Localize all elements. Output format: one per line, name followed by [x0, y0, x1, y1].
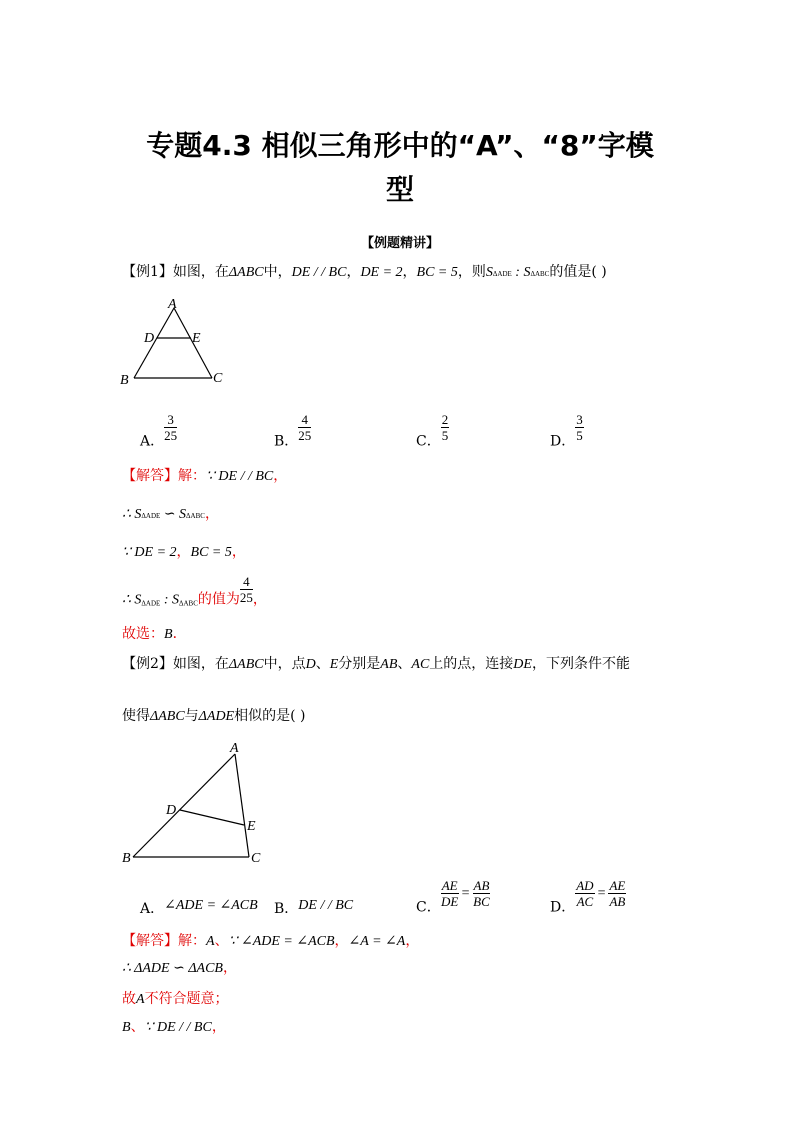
vertex-label-a: A: [168, 297, 177, 312]
numerator: 2: [441, 412, 449, 427]
text: 、: [315, 656, 330, 672]
vertex-label-b: B: [122, 851, 131, 866]
text: ，: [405, 933, 420, 949]
option-b[interactable]: [274, 897, 353, 918]
text: 与: [184, 708, 199, 724]
subscript: ΔADE: [141, 512, 161, 520]
math: S: [523, 265, 531, 280]
fraction: [575, 878, 594, 909]
answer-paren: ( ): [290, 708, 306, 724]
math: AC: [411, 657, 430, 672]
text: ，: [402, 264, 417, 280]
option-d[interactable]: [550, 878, 626, 917]
denominator: AB: [609, 894, 626, 909]
math: ∵ ∠ADE = ∠ACB: [228, 934, 335, 949]
equals-sign: =: [461, 885, 470, 901]
text: 、: [397, 656, 412, 672]
numerator: AE: [441, 878, 458, 893]
math: D: [305, 657, 316, 672]
option-letter: B．: [274, 901, 299, 917]
denominator: 5: [576, 428, 583, 443]
solution-2-line-3: [122, 988, 229, 1008]
math: BC = 5: [190, 545, 232, 560]
example-2-question-line-2: [122, 705, 305, 725]
solution-2-line-2: [122, 957, 237, 977]
fraction: [240, 574, 253, 605]
math: ∵ DE = 2: [122, 545, 177, 560]
math: :: [511, 265, 524, 280]
math: ∠A = ∠A: [348, 934, 406, 949]
vertex-label-c: C: [213, 371, 223, 386]
text: 如图，在: [172, 656, 229, 672]
math: ΔADE: [198, 709, 235, 724]
numerator: 4: [240, 574, 253, 590]
text: 不符合题意；: [144, 991, 229, 1007]
text: 解：: [178, 933, 206, 949]
vertex-label-e: E: [247, 819, 256, 834]
text: ，下列条件不能: [531, 656, 630, 672]
subscript: ΔABC: [178, 599, 198, 608]
vertex-label-c: C: [251, 851, 261, 866]
answer-paren: ( ): [591, 264, 607, 280]
text: 、: [130, 1019, 145, 1035]
fraction: [608, 878, 626, 909]
solution-1-line-5: [122, 623, 187, 643]
math: A: [206, 934, 215, 949]
text: 、: [214, 933, 229, 949]
numerator: AD: [576, 878, 594, 893]
vertex-label-b: B: [120, 373, 129, 388]
text: 相似的是: [234, 708, 291, 724]
math: B: [164, 627, 173, 642]
equals-sign: =: [597, 885, 606, 901]
option-b[interactable]: [274, 412, 311, 451]
math: ∠ADE = ∠ACB: [164, 898, 258, 913]
subscript: ΔABC: [186, 512, 205, 520]
text: ，: [231, 544, 246, 560]
option-c[interactable]: [416, 412, 449, 451]
option-letter: B．: [274, 433, 299, 450]
math: ΔABC: [228, 657, 264, 672]
numerator: AE: [609, 878, 626, 893]
text: 故: [122, 991, 136, 1007]
math: A: [136, 992, 145, 1007]
fraction: [441, 412, 450, 443]
denominator: AC: [576, 894, 594, 909]
math: E: [329, 657, 339, 672]
math: ∴ S: [122, 507, 142, 522]
vertex-label-d: D: [166, 803, 177, 818]
text: 上的点，连接: [429, 656, 514, 672]
text: ，: [211, 1019, 226, 1035]
text: ．: [172, 626, 187, 642]
fraction: [298, 412, 311, 443]
numerator: 4: [298, 412, 311, 428]
option-letter: C．: [416, 433, 441, 450]
text: ，: [273, 468, 288, 484]
option-d[interactable]: [550, 412, 584, 451]
option-a[interactable]: [140, 897, 258, 918]
fraction: [473, 878, 491, 909]
math: ∴ S: [122, 592, 142, 608]
math: DE = 2: [360, 265, 403, 280]
solution-1-line-3: [122, 541, 246, 561]
math: DE / / BC: [291, 265, 347, 280]
math: AB: [380, 657, 398, 672]
vertex-label-e: E: [192, 331, 201, 346]
option-letter: D．: [550, 433, 576, 450]
fraction: [164, 412, 177, 443]
numerator: AB: [473, 878, 490, 893]
page-title: 专题4.3 相似三角形中的“A”、“8”字模: [146, 129, 654, 162]
subscript: ΔADE: [492, 270, 512, 278]
subscript: ΔABC: [530, 270, 550, 278]
solution-1-line-4: [122, 574, 267, 609]
math: ∵ DE / / BC: [206, 469, 274, 484]
denominator: 25: [164, 428, 178, 443]
option-letter: A．: [140, 433, 165, 450]
text: 分别是: [338, 656, 381, 672]
text: 的值为: [197, 591, 240, 608]
math: ΔABC: [150, 709, 185, 724]
option-letter: D．: [550, 899, 576, 916]
solution-1-line-2: [122, 503, 219, 523]
text: 中，点: [263, 656, 306, 672]
denominator: BC: [473, 894, 490, 909]
text: ，: [346, 264, 361, 280]
page-title-line2: 型: [385, 173, 414, 206]
text: 使得: [122, 708, 150, 724]
fraction: [575, 412, 584, 443]
math: ∵ DE / / BC: [144, 1020, 212, 1035]
text: ，: [252, 591, 267, 608]
option-c[interactable]: [416, 878, 490, 917]
math: S: [485, 265, 493, 280]
math: : S: [160, 592, 179, 608]
denominator: 25: [239, 590, 253, 605]
example-tag: 【例2】: [122, 656, 173, 672]
text: 如图，在: [172, 264, 229, 280]
math: ∽ S: [160, 507, 187, 522]
math: B: [122, 1020, 131, 1035]
math: ∴ ΔADE ∽ ΔACB: [122, 961, 223, 976]
solution-2-line-4: [122, 1016, 226, 1036]
vertex-label-a: A: [230, 741, 239, 756]
subscript: ΔADE: [141, 599, 161, 608]
numerator: 3: [164, 412, 177, 428]
example-2-question: [122, 653, 630, 673]
denominator: DE: [440, 894, 459, 909]
text: ，: [222, 960, 237, 976]
option-letter: A．: [140, 901, 165, 917]
math: ΔABC: [228, 265, 264, 280]
solution-1-line-1: [122, 465, 287, 485]
text: 的值是: [549, 264, 592, 280]
text: 故选：: [122, 626, 164, 642]
text: 中，: [263, 264, 292, 280]
option-letter: C．: [416, 899, 441, 916]
vertex-label-d: D: [144, 331, 155, 346]
solution-tag: 【解答】: [122, 468, 178, 484]
text: ，: [176, 544, 191, 560]
section-heading: 【例题精讲】: [360, 236, 439, 251]
fraction: [441, 878, 459, 909]
text: ，: [204, 506, 219, 522]
text: ，则: [457, 264, 486, 280]
option-a[interactable]: [140, 412, 177, 451]
math: DE: [513, 657, 532, 672]
figure-triangle-2: [118, 738, 268, 868]
math: BC = 5: [416, 265, 458, 280]
denominator: 5: [441, 428, 449, 443]
text: 解：: [178, 468, 206, 484]
math: DE / / BC: [298, 898, 354, 913]
solution-2-line-1: [122, 930, 419, 950]
example-1-question: [122, 261, 607, 281]
solution-tag: 【解答】: [122, 933, 178, 949]
denominator: 25: [298, 428, 312, 443]
numerator: 3: [576, 412, 583, 427]
figure-triangle-1: [118, 296, 228, 388]
text: ，: [334, 933, 349, 949]
example-tag: 【例1】: [122, 264, 173, 280]
